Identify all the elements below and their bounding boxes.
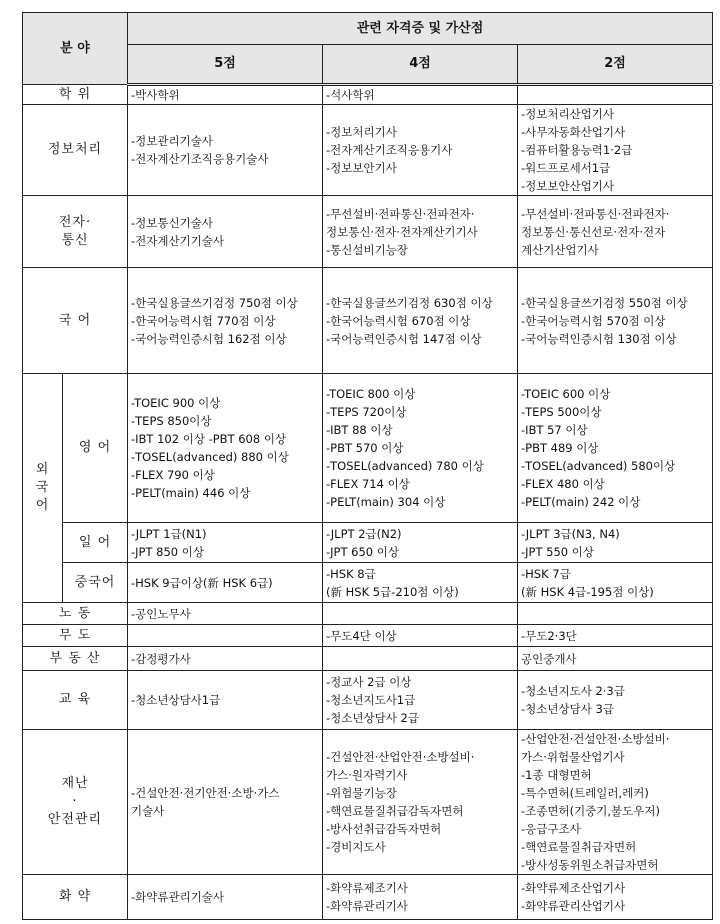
table-row <box>23 603 713 625</box>
cell-5pt: -박사학위 <box>128 85 323 105</box>
table-row <box>23 523 713 563</box>
cell-4pt: -무선설비·전파통신·전파전자· 정보통신·전자·전자계산기기사 -통신설비기능장 <box>323 196 518 268</box>
cell-5pt: -공인노무사 <box>128 603 323 625</box>
header-5pt: 5점 <box>128 45 323 85</box>
table-row <box>23 268 713 374</box>
header-field: 분 야 <box>23 13 128 85</box>
cell-2pt: -한국실용글쓰기검정 550점 이상 -한국어능력시험 570점 이상 -국어능력인증시험 130점 이상 <box>518 268 713 374</box>
field-label: 재난 · 안전관리 <box>23 730 128 875</box>
cell-4pt <box>323 647 518 671</box>
field-label: 무 도 <box>23 625 128 647</box>
cell-4pt: -건설안전·산업안전·소방설비· 가스·원자력기사 -위험물기능장 -핵연료물질취급감독자면허 -방사선취급감독자면허 -경비지도사 <box>323 730 518 875</box>
cell-5pt: -HSK 9급이상(新 HSK 6급) <box>128 563 323 603</box>
header-group: 관련 자격증 및 가산점 <box>128 13 713 45</box>
table-row <box>23 85 713 105</box>
cell-2pt: -산업안전·건설안전·소방설비· 가스·위험물산업기사 -1종 대형면허 -특수면허(트레일러,레커) -조종면허(기중기,불도우저) -응급구조사 -핵연료물질취급자면허 -방사성동위원소취급자면허 <box>518 730 713 875</box>
cell-4pt: -정보처리기사 -전자계산기조직응용기사 -정보보안기사 <box>323 105 518 196</box>
cell-2pt: -JLPT 3급(N3, N4) -JPT 550 이상 <box>518 523 713 563</box>
cell-2pt <box>518 603 713 625</box>
cell-5pt: -정보관리기술사 -전자계산기조직응용기술사 <box>128 105 323 196</box>
table-row <box>23 730 713 875</box>
header-2pt: 2점 <box>518 45 713 85</box>
field-label: 국 어 <box>23 268 128 374</box>
cell-2pt: -HSK 7급 (新 HSK 4급-195점 이상) <box>518 563 713 603</box>
cell-5pt: -청소년상담사1급 <box>128 671 323 730</box>
cell-2pt <box>518 85 713 105</box>
field-label: 부 동 산 <box>23 647 128 671</box>
cell-4pt: -JLPT 2급(N2) -JPT 650 이상 <box>323 523 518 563</box>
cell-4pt <box>323 603 518 625</box>
cell-2pt: -무선설비·전파통신·전파전자· 정보통신·통신선로·전자·전자 계산기산업기사 <box>518 196 713 268</box>
cell-4pt: -HSK 8급 (新 HSK 5급-210점 이상) <box>323 563 518 603</box>
certificate-bonus-table <box>22 12 713 920</box>
header-4pt: 4점 <box>323 45 518 85</box>
table-row <box>23 875 713 920</box>
field-label: 학 위 <box>23 85 128 105</box>
cell-2pt: -정보처리산업기사 -사무자동화산업기사 -컴퓨터활용능력1·2급 -워드프로세서1급 -정보보안산업기사 <box>518 105 713 196</box>
cell-4pt: -정교사 2급 이상 -청소년지도사1급 -청소년상담사 2급 <box>323 671 518 730</box>
cell-2pt: -청소년지도사 2·3급 -청소년상담사 3급 <box>518 671 713 730</box>
cell-5pt: -정보통신기술사 -전자계산기기술사 <box>128 196 323 268</box>
cell-5pt: -감정평가사 <box>128 647 323 671</box>
cell-2pt: -TOEIC 600 이상 -TEPS 500이상 -IBT 57 이상 -PBT 489 이상 -TOSEL(advanced) 580이상 -FLEX 480 이상 -PELT(main) 242 이상 <box>518 374 713 523</box>
table-row <box>23 647 713 671</box>
table-row <box>23 625 713 647</box>
field-label: 화 약 <box>23 875 128 920</box>
field-label: 전자· 통신 <box>23 196 128 268</box>
field-label: 영 어 <box>63 374 128 523</box>
field-label: 중국어 <box>63 563 128 603</box>
cell-4pt: -석사학위 <box>323 85 518 105</box>
field-label: 일 어 <box>63 523 128 563</box>
table-row <box>23 671 713 730</box>
cell-4pt: -TOEIC 800 이상 -TEPS 720이상 -IBT 88 이상 -PBT 570 이상 -TOSEL(advanced) 780 이상 -FLEX 714 이상 -PELT(main) 304 이상 <box>323 374 518 523</box>
field-label-foreign: 외 국 어 <box>23 374 63 603</box>
cell-4pt: -한국실용글쓰기검정 630점 이상 -한국어능력시험 670점 이상 -국어능력인증시험 147점 이상 <box>323 268 518 374</box>
cell-5pt: -TOEIC 900 이상 -TEPS 850이상 -IBT 102 이상 -PBT 608 이상 -TOSEL(advanced) 880 이상 -FLEX 790 이상 -PELT(main) 446 이상 <box>128 374 323 523</box>
cell-4pt: -무도4단 이상 <box>323 625 518 647</box>
field-label: 노 동 <box>23 603 128 625</box>
cell-2pt: 공인중개사 <box>518 647 713 671</box>
cell-5pt <box>128 625 323 647</box>
cell-2pt: -무도2·3단 <box>518 625 713 647</box>
cell-5pt: -건설안전·전기안전·소방·가스 기술사 <box>128 730 323 875</box>
cell-2pt: -화약류제조산업기사 -화약류관리산업기사 <box>518 875 713 920</box>
cell-5pt: -화약류관리기술사 <box>128 875 323 920</box>
field-label: 정보처리 <box>23 105 128 196</box>
cell-5pt: -한국실용글쓰기검정 750점 이상 -한국어능력시험 770점 이상 -국어능력인증시험 162점 이상 <box>128 268 323 374</box>
cell-5pt: -JLPT 1급(N1) -JPT 850 이상 <box>128 523 323 563</box>
table-row <box>23 196 713 268</box>
field-label: 교 육 <box>23 671 128 730</box>
table-row <box>23 374 713 523</box>
table-row <box>23 563 713 603</box>
table-row <box>23 105 713 196</box>
cell-4pt: -화약류제조기사 -화약류관리기사 <box>323 875 518 920</box>
